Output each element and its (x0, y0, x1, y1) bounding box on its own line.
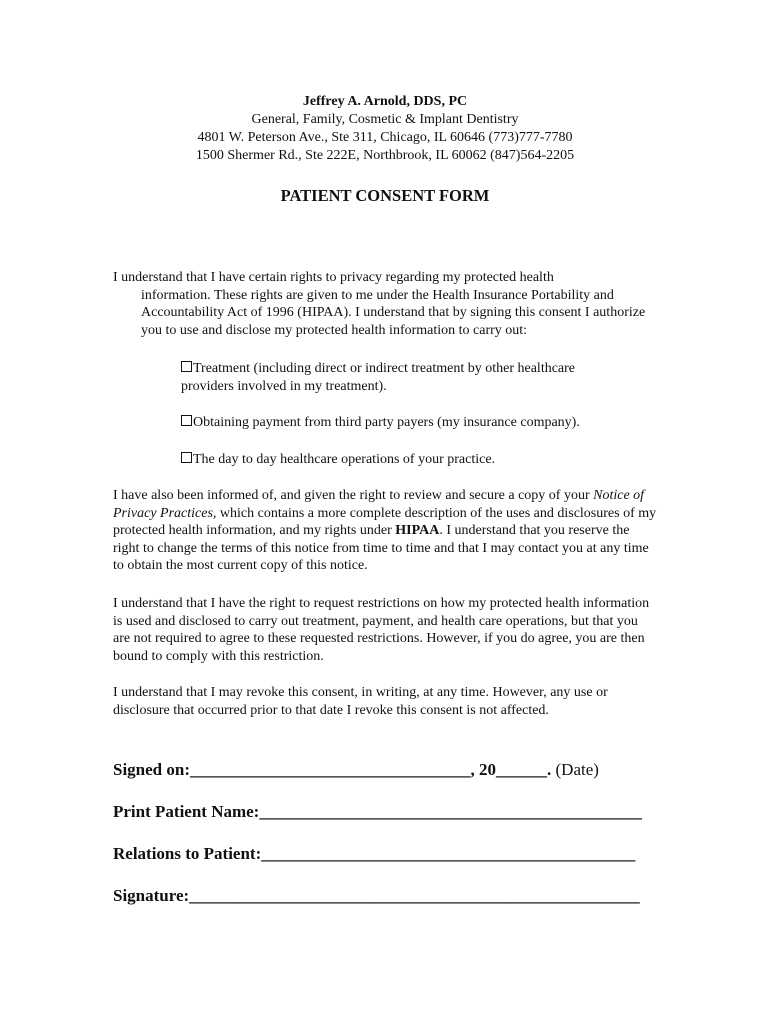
relation-to-patient-field[interactable]: Relations to Patient:____________________________________________ (113, 844, 636, 863)
item-label: Treatment (including direct or indirect treatment by other healthcare providers involved in my treatment). (181, 361, 576, 394)
privacy-text-a: I have also been informed of, and given the right to review and secure a copy of your (113, 488, 594, 503)
privacy-notice-title: Notice of Privacy Practices, (113, 488, 645, 521)
consent-item-operations (181, 451, 621, 469)
intro-rest: information. These rights are given to me under the Health Insurance Portability and Accountability Act of 1996 (HIPAA). I understand that by signing this consent I authorize you to use and disclose my protected health information to carry out: (141, 287, 646, 338)
privacy-text-c: . I understand that you reserve the right to change the terms of this notice from time to time and that I may contact you at any time to obtain the most current copy of this notice. (113, 523, 649, 574)
practice-specialty: General, Family, Cosmetic & Implant Dentistry (251, 112, 519, 127)
checkbox-icon[interactable] (181, 452, 192, 463)
letterhead (0, 93, 770, 165)
consent-item-payment (181, 414, 621, 432)
consent-item-treatment (181, 360, 621, 395)
print-patient-name-field[interactable]: Print Patient Name:_____________________________________________ (113, 802, 642, 821)
privacy-text-b: which contains a more complete description of the uses and disclosures of my protected health information, and my rights under (113, 505, 657, 539)
checkbox-icon[interactable] (181, 415, 192, 426)
date-note: (Date) (551, 760, 599, 779)
intro-first-line: I understand that I have certain rights to privacy regarding my protected health (113, 270, 554, 285)
signed-on-field[interactable] (113, 760, 599, 780)
checkbox-icon[interactable] (181, 361, 192, 372)
restrictions-paragraph: I understand that I have the right to request restrictions on how my protected health information is used and disclosed to carry out treatment, payment, and health care operations, but that you are not required to agree to these requested restrictions. However, if you do agree, you are then bound to comply with this restriction. (113, 596, 650, 664)
address-northbrook: 1500 Shermer Rd., Ste 222E, Northbrook, IL 60062 (847)564-2205 (195, 148, 575, 163)
item-label: The day to day healthcare operations of your practice. (193, 452, 496, 467)
signed-on-label: Signed on:_________________________________, 20______. (113, 760, 552, 779)
privacy-notice-paragraph (113, 487, 658, 575)
address-chicago: 4801 W. Peterson Ave., Ste 311, Chicago, IL 60646 (773)777-7780 (197, 130, 573, 145)
hipaa-term: HIPAA (395, 523, 440, 539)
intro-paragraph (113, 269, 658, 339)
signature-field[interactable]: Signature:_____________________________________________________ (113, 886, 640, 905)
form-title: PATIENT CONSENT FORM (280, 186, 490, 205)
practice-name: Jeffrey A. Arnold, DDS, PC (302, 94, 468, 109)
item-label: Obtaining payment from third party payers (my insurance company). (193, 415, 580, 430)
revoke-paragraph: I understand that I may revoke this consent, in writing, at any time. However, any use or disclosure that occurred prior to that date I revoke this consent is not affected. (113, 685, 608, 718)
